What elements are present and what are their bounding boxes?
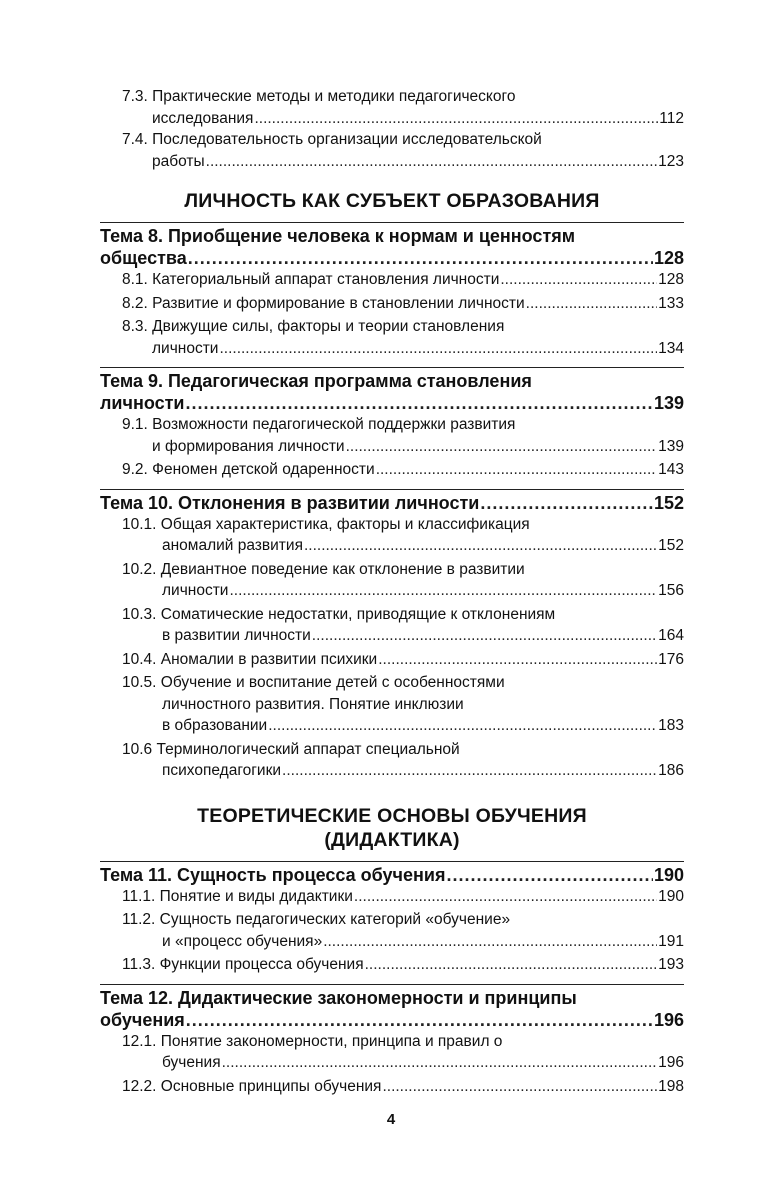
- toc-item-10-4: [100, 649, 684, 671]
- toc-item-text: 10.1. Общая характеристика, факторы и классификация: [122, 515, 530, 533]
- topic-line: личности ..... 139: [100, 392, 684, 414]
- topic-title: Тема 9. Педагогическая программа становления: [100, 371, 532, 391]
- page-ref: 112: [659, 109, 684, 127]
- page-ref: 191: [658, 932, 684, 950]
- toc-item-7-3: [100, 86, 684, 129]
- page-ref: 190: [658, 887, 684, 905]
- page-ref: 128: [658, 271, 684, 288]
- topic-9: [100, 367, 684, 414]
- toc-item-text: 10.3. Соматические недостатки, приводящие к отклонениям: [122, 605, 556, 623]
- topic-11: [100, 861, 684, 886]
- page-ref: 128: [653, 248, 684, 268]
- page-ref: 190: [653, 864, 684, 885]
- topic-line: обучения ..... 196: [100, 1009, 684, 1031]
- toc-item-line: и формирования личности ..... 139: [100, 436, 684, 458]
- topic-title: Тема 12. Дидактические закономерности и принципы: [100, 987, 577, 1008]
- toc-item-text: личностного развития. Понятие инклюзии: [162, 695, 464, 713]
- page-ref: 176: [658, 650, 684, 668]
- toc-item-11-1: [100, 886, 684, 908]
- page-ref: 198: [658, 1077, 684, 1095]
- page-number: 4: [386, 1111, 396, 1128]
- toc-item-line: в образовании ..... 183: [100, 715, 684, 737]
- page-ref: 152: [653, 492, 684, 513]
- topic-line: Тема 11. Сущность процесса обучения ..... 190: [100, 864, 684, 886]
- toc-item-line: 8.1. Категориальный аппарат становления личности ..... 128: [100, 269, 684, 291]
- page-ref: 133: [658, 294, 684, 312]
- page-ref: 134: [658, 339, 684, 357]
- toc-item-line: 10.4. Аномалии в развитии психики ..... 176: [100, 649, 684, 671]
- toc-item-8-3: [100, 316, 684, 359]
- toc-item-line: бучения ..... 196: [100, 1052, 684, 1074]
- toc-item-text: 7.3. Практические методы и методики педагогического: [122, 88, 516, 105]
- toc-item-text: 7.4. Последовательность организации исследовательской: [122, 131, 542, 148]
- toc-item-text: 11.2. Сущность педагогических категорий «обучение»: [122, 911, 511, 928]
- toc-item-11-3: [100, 954, 684, 976]
- toc-item-line: 9.2. Феномен детской одаренности ..... 143: [100, 459, 684, 481]
- toc-item-12-1: [100, 1031, 684, 1074]
- page-ref: 196: [653, 1009, 684, 1030]
- toc-item-line: 11.3. Функции процесса обучения ..... 193: [100, 954, 684, 976]
- toc-item-8-2: [100, 293, 684, 315]
- toc-item-line: исследования ..... 112: [100, 108, 684, 130]
- page-ref: 143: [658, 461, 684, 478]
- toc-item-line: в развитии личности ..... 164: [100, 625, 684, 647]
- toc-item-7-4: [100, 129, 684, 172]
- toc-item-line: и «процесс обучения» ..... 191: [100, 931, 684, 953]
- toc-item-8-1: [100, 269, 684, 291]
- toc-item-text: 10.2. Девиантное поведение как отклонение в развитии: [122, 560, 525, 578]
- toc-item-line: личности ..... 134: [100, 338, 684, 360]
- toc-item-10-1: [100, 514, 684, 557]
- page-ref: 123: [658, 152, 684, 170]
- topic-8: [100, 222, 684, 269]
- page-ref: 139: [653, 393, 684, 413]
- toc-item-text: 9.1. Возможности педагогической поддержки развития: [122, 416, 516, 433]
- page-ref: 186: [658, 762, 684, 779]
- page-ref: 139: [658, 437, 684, 455]
- table-of-contents: [100, 86, 684, 1097]
- toc-item-10-2: [100, 559, 684, 602]
- topic-12: [100, 984, 684, 1031]
- toc-item-text: 10.5. Обучение и воспитание детей с особенностями: [122, 674, 505, 691]
- toc-item-9-2: [100, 459, 684, 481]
- toc-item-line: психопедагогики ..... 186: [100, 760, 684, 782]
- page-ref: 196: [658, 1054, 684, 1071]
- toc-item-10-3: [100, 604, 684, 647]
- topic-10: [100, 489, 684, 514]
- toc-item-10-6: [100, 739, 684, 782]
- page-ref: 193: [658, 956, 684, 973]
- topic-title: Тема 8. Приобщение человека к нормам и ценностям: [100, 226, 576, 246]
- toc-item-10-5: [100, 672, 684, 737]
- toc-item-text: 8.3. Движущие силы, факторы и теории становления: [122, 318, 505, 335]
- topic-line: общества ..... 128: [100, 247, 684, 269]
- section-title: ЛИЧНОСТЬ КАК СУБЪЕКТ ОБРАЗОВАНИЯ: [184, 190, 600, 212]
- toc-item-line: 11.1. Понятие и виды дидактики ..... 190: [100, 886, 684, 908]
- toc-item-12-2: [100, 1076, 684, 1098]
- page-ref: 164: [658, 627, 684, 644]
- page-ref: 183: [658, 717, 684, 734]
- toc-item-text: 10.6 Терминологический аппарат специальной: [122, 740, 460, 758]
- toc-item-line: личности ..... 156: [100, 580, 684, 602]
- toc-item-9-1: [100, 414, 684, 457]
- toc-item-line: работы ..... 123: [100, 151, 684, 173]
- toc-item-11-2: [100, 909, 684, 952]
- toc-item-line: 8.2. Развитие и формирование в становлении личности ..... 133: [100, 293, 684, 315]
- section-title: ТЕОРЕТИЧЕСКИЕ ОСНОВЫ ОБУЧЕНИЯ (ДИДАКТИКА): [197, 804, 587, 851]
- page-ref: 156: [658, 582, 684, 599]
- toc-item-text: 12.1. Понятие закономерности, принципа и правил о: [122, 1032, 503, 1050]
- topic-line: Тема 10. Отклонения в развитии личности ..... 152: [100, 492, 684, 514]
- page-ref: 152: [658, 537, 684, 554]
- toc-item-line: аномалий развития ..... 152: [100, 535, 684, 557]
- toc-item-line: 12.2. Основные принципы обучения ..... 198: [100, 1076, 684, 1098]
